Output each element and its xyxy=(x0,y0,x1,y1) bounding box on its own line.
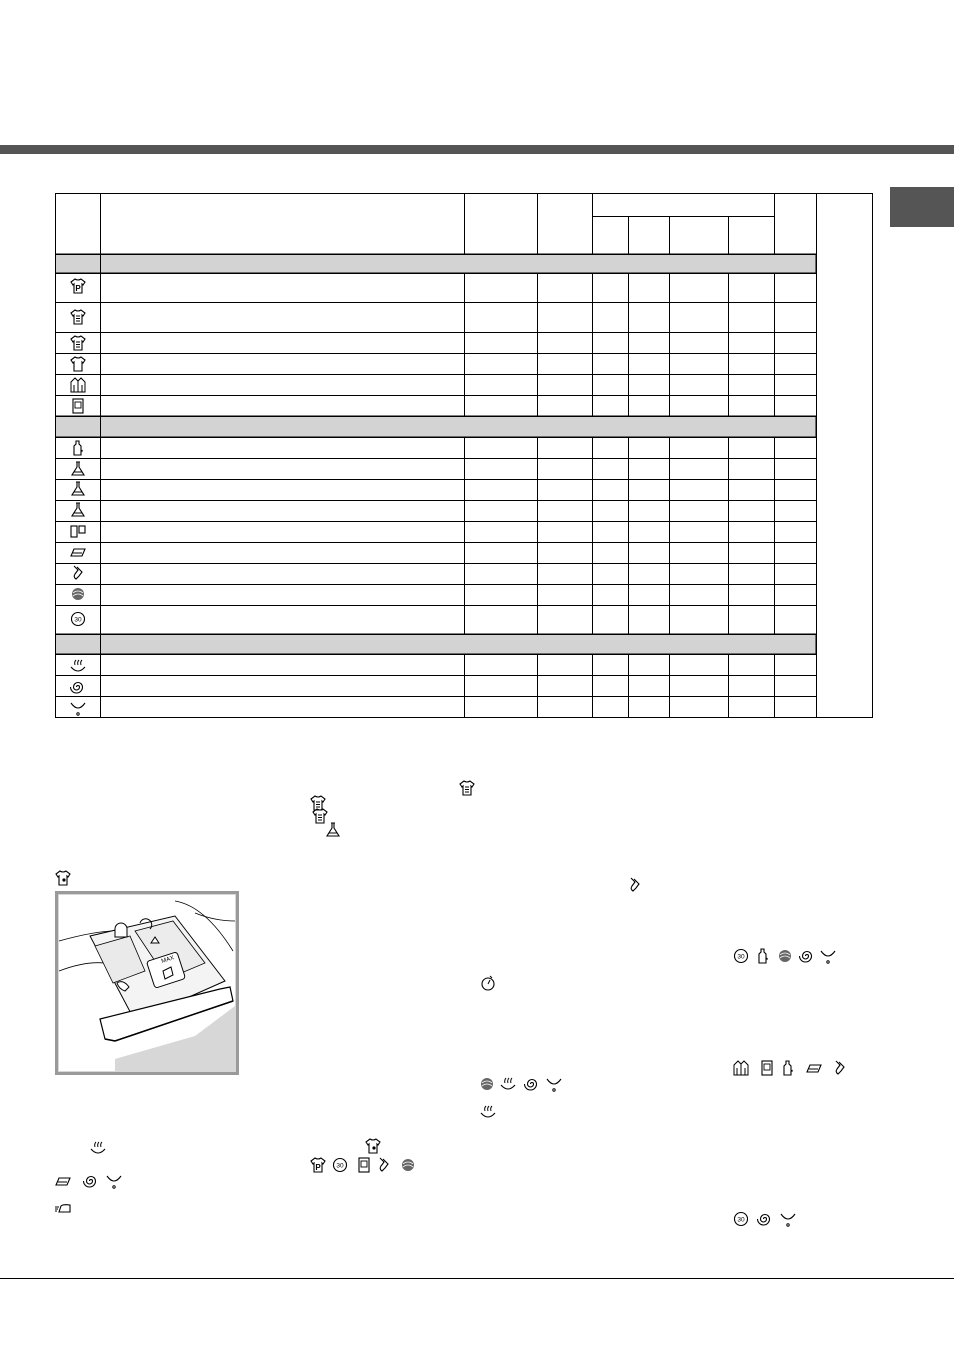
shirt-lines-icon xyxy=(70,335,86,351)
speed-30-icon xyxy=(733,948,749,964)
socks-icon xyxy=(70,565,86,581)
tag-icon xyxy=(759,1060,775,1076)
jacket-icon xyxy=(733,1060,749,1076)
spin-icon xyxy=(70,679,86,695)
shoe-icon xyxy=(806,1060,822,1076)
detergent-drawer-figure xyxy=(55,891,239,1075)
spin-icon xyxy=(799,948,815,964)
spin-icon xyxy=(757,1211,773,1227)
header-bar xyxy=(0,145,954,154)
socks-icon xyxy=(376,1157,392,1173)
timer-icon xyxy=(480,975,496,991)
rinse-icon xyxy=(70,658,86,674)
bottle-star-icon xyxy=(755,948,771,964)
flask-icon xyxy=(70,481,86,497)
language-tab xyxy=(890,187,954,227)
drain-icon xyxy=(820,948,836,964)
iron-icon xyxy=(55,1200,71,1216)
shirt-p-icon xyxy=(70,278,86,294)
tag-icon xyxy=(356,1157,372,1173)
programme-table xyxy=(55,193,873,719)
wool-ball-icon xyxy=(70,586,86,602)
jacket-icon xyxy=(70,377,86,393)
drain-icon xyxy=(70,700,86,716)
shirt-p-icon xyxy=(310,1157,326,1173)
drain-icon xyxy=(106,1173,122,1189)
bottle-star-icon xyxy=(70,440,86,456)
footer-rule xyxy=(0,1278,954,1279)
socks-icon xyxy=(627,877,643,893)
max-mark: MAX xyxy=(160,955,175,965)
shirt-icon xyxy=(70,356,86,372)
shirt-stain-icon xyxy=(365,1138,381,1154)
speed-30-icon xyxy=(332,1157,348,1173)
flask-icon xyxy=(70,461,86,477)
tag-icon xyxy=(70,398,86,414)
curtains-icon xyxy=(70,523,86,539)
section-header-2 xyxy=(55,416,816,437)
wool-ball-icon xyxy=(479,1076,495,1092)
shirt-lines-icon xyxy=(459,780,475,796)
shoe-icon xyxy=(70,544,86,560)
spin-icon xyxy=(83,1173,99,1189)
socks-icon xyxy=(832,1060,848,1076)
shirt-stain-icon xyxy=(55,870,71,886)
drain-icon xyxy=(780,1211,796,1227)
rinse-icon xyxy=(480,1104,496,1120)
bottle-star-icon xyxy=(780,1060,796,1076)
section-header-3 xyxy=(55,634,816,654)
shirt-lines-icon xyxy=(70,309,86,325)
wool-ball-icon xyxy=(777,948,793,964)
flask-icon xyxy=(70,502,86,518)
speed-30-icon xyxy=(70,611,86,627)
rinse-icon xyxy=(500,1076,516,1092)
speed-30-icon xyxy=(733,1211,749,1227)
wool-ball-icon xyxy=(400,1157,416,1173)
flask-icon xyxy=(325,822,341,838)
rinse-icon xyxy=(90,1140,106,1156)
drain-icon xyxy=(546,1076,562,1092)
spin-icon xyxy=(524,1076,540,1092)
section-header-1 xyxy=(55,254,816,273)
shoe-icon xyxy=(55,1173,71,1189)
